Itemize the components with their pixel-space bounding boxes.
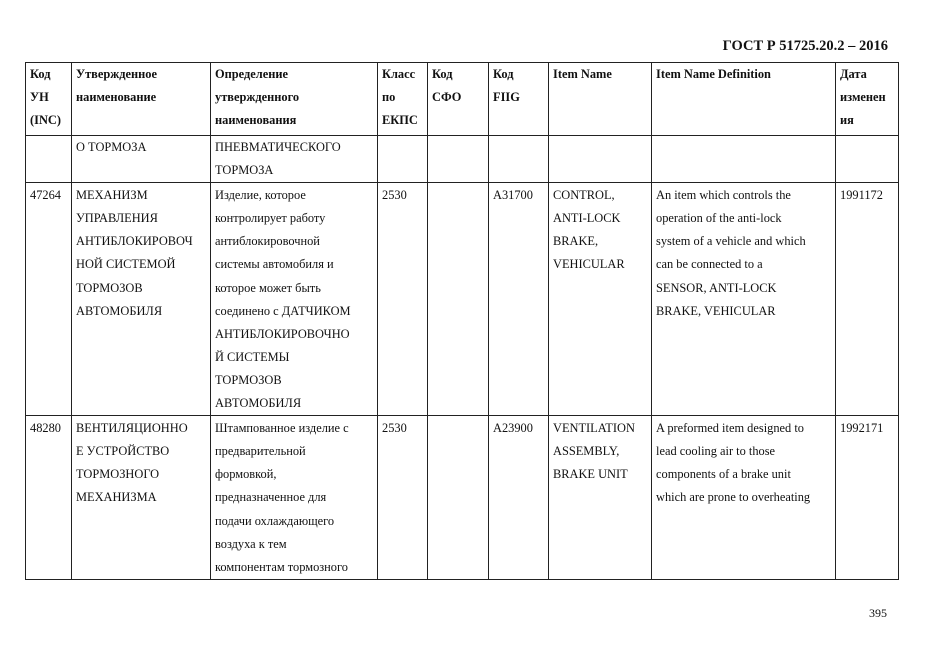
table-cell: 47264 — [26, 183, 72, 416]
header-cell-fiig-code: Код FIIG — [489, 63, 549, 136]
table-cell: An item which controls the operation of the anti-lock system of a vehicle and which can be connected to a SENSOR, ANTI-LOCK BRAKE, VEHICULAR — [652, 183, 836, 416]
header-cell-item-name-definition: Item Name Definition — [652, 63, 836, 136]
table-cell: CONTROL, ANTI-LOCK BRAKE, VEHICULAR — [549, 183, 652, 416]
page-number: 395 — [869, 606, 887, 620]
table-row — [26, 183, 899, 416]
table-cell: О ТОРМОЗА — [72, 136, 211, 183]
header-cell-definition: Определение утвержденного наименования — [211, 63, 378, 136]
table-cell: 48280 — [26, 416, 72, 580]
table-cell — [428, 136, 489, 183]
table-cell — [428, 183, 489, 416]
table-cell — [489, 136, 549, 183]
table-cell: МЕХАНИЗМ УПРАВЛЕНИЯ АНТИБЛОКИРОВОЧ НОЙ СИСТЕМОЙ ТОРМОЗОВ АВТОМОБИЛЯ — [72, 183, 211, 416]
table-cell: 2530 — [378, 183, 428, 416]
table-cell — [428, 416, 489, 580]
table-header-row — [26, 63, 899, 136]
table-cell: 1992171 — [836, 416, 899, 580]
table-cell — [836, 136, 899, 183]
table-cell: Изделие, которое контролирует работу антиблокировочной системы автомобиля и которое может быть соединено с ДАТЧИКОМ АНТИБЛОКИРОВОЧНО Й СИСТЕМЫ ТОРМОЗОВ АВТОМОБИЛЯ — [211, 183, 378, 416]
table-cell: ПНЕВМАТИЧЕСКОГО ТОРМОЗА — [211, 136, 378, 183]
header-cell-class: Класс по ЕКПС — [378, 63, 428, 136]
document-code: ГОСТ Р 51725.20.2 – 2016 — [722, 38, 888, 54]
header-cell-approved-name: Утвержденное наименование — [72, 63, 211, 136]
table-row — [26, 416, 899, 580]
table-row — [26, 136, 899, 183]
table-cell — [26, 136, 72, 183]
header-cell-sfo-code: Код СФО — [428, 63, 489, 136]
table-cell: A23900 — [489, 416, 549, 580]
table-cell: ВЕНТИЛЯЦИОННО Е УСТРОЙСТВО ТОРМОЗНОГО МЕХАНИЗМА — [72, 416, 211, 580]
table-cell — [549, 136, 652, 183]
table-cell — [652, 136, 836, 183]
table-cell: A preformed item designed to lead cooling air to those components of a brake unit which are prone to overheating — [652, 416, 836, 580]
header-cell-item-name: Item Name — [549, 63, 652, 136]
table-cell: 1991172 — [836, 183, 899, 416]
table-cell: Штампованное изделие с предварительной формовкой, предназначенное для подачи охлаждающего воздуха к тем компонентам тормозного — [211, 416, 378, 580]
item-names-table — [25, 62, 899, 580]
table-cell: A31700 — [489, 183, 549, 416]
table-cell: 2530 — [378, 416, 428, 580]
header-cell-code-un: Код УН (INC) — [26, 63, 72, 136]
table-cell — [378, 136, 428, 183]
table-cell: VENTILATION ASSEMBLY, BRAKE UNIT — [549, 416, 652, 580]
header-cell-change-date: Дата изменен ия — [836, 63, 899, 136]
